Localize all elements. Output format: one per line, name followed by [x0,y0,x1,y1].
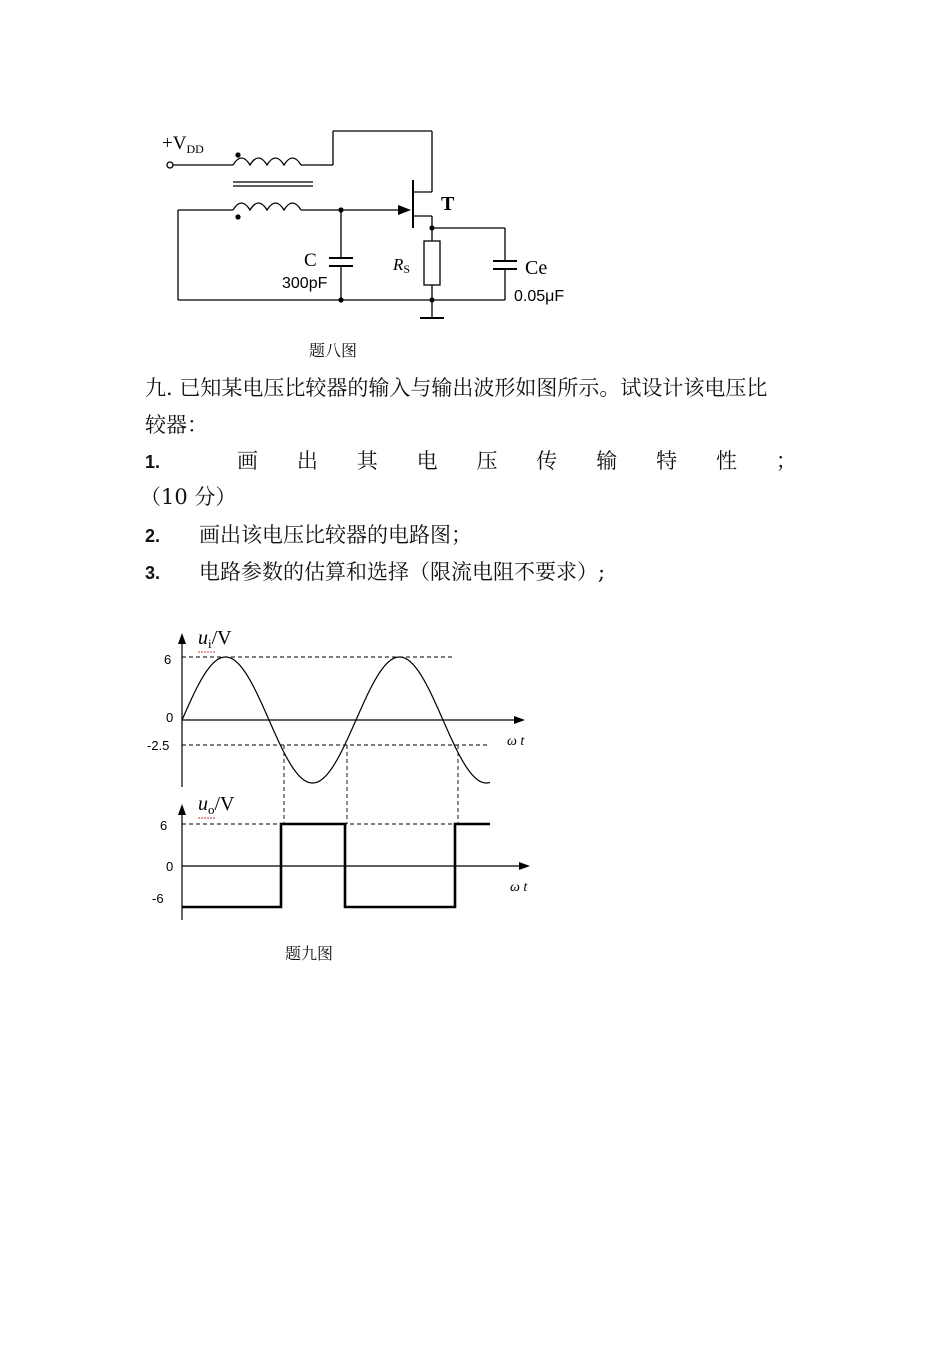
item1-char: ； [775,449,797,473]
dot-primary [235,152,240,157]
resistor-rs [424,241,440,285]
cap-c-label: C [304,250,317,271]
ui-y-arrow [178,633,186,644]
ui-tick-0: 0 [166,710,174,725]
item1-char: 输 [596,449,618,473]
problem9-intro-line2: 较器： [145,413,208,437]
ui-x-arrow [514,716,525,724]
uo-x-arrow [519,862,530,870]
ui-tick-neg2.5: -2.5 [147,738,170,753]
item1-char: 电 [416,449,438,473]
uo-tick-neg6: -6 [152,891,164,906]
cap-c-value: 300pF [282,275,328,292]
gate-arrow [398,205,411,215]
problem9-intro-line1: 九. 已知某电压比较器的输入与输出波形如图所示。试设计该电压比 [145,376,768,400]
item1-char: 其 [356,449,378,473]
item1-char: 特 [656,449,678,473]
uo-tick-6: 6 [160,818,168,833]
ce-label: Ce [525,257,548,279]
circuit-diagram [0,0,952,340]
transistor-label: T [441,193,455,215]
vdd-label: $+V_{DD}$ [162,133,204,156]
figure9-caption: 题九图 [285,944,334,963]
rs-label: RS [393,255,411,276]
item1-char: 画 [237,449,258,473]
item2-row [145,520,472,551]
item1-number: 1. [145,452,161,472]
item3-text: 电路参数的估算和选择（限流电阻不要求）; [199,560,606,584]
item1-score: （10 分） [140,485,237,509]
item1-char: 传 [536,449,558,473]
vdd-terminal [167,162,173,168]
item1-char: 压 [476,449,498,473]
dot-secondary [235,214,240,219]
uo-x-axis-label: ω t [510,880,528,895]
ce-value: 0.05μF [514,288,565,305]
item1-spaced-text [237,446,797,476]
primary-coil [233,158,301,165]
figure8-caption: 题八图 [309,341,358,360]
item2-text: 画出该电压比较器的电路图； [199,523,472,547]
ui-tick-6: 6 [164,652,172,667]
item1-char: 出 [296,449,318,473]
secondary-coil [233,203,301,210]
item1-char: 性 [716,449,737,473]
uo-tick-0: 0 [166,859,174,874]
ui-axis-label: $u_i/V$ [198,627,232,651]
uo-y-arrow [178,804,186,815]
item3-row [145,557,606,588]
ui-x-axis-label: ω t [507,734,525,749]
item2-number: 2. [145,526,161,546]
uo-axis-label: $u_o/V$ [198,793,235,817]
waveform-chart [0,600,952,940]
item3-number: 3. [145,563,161,583]
